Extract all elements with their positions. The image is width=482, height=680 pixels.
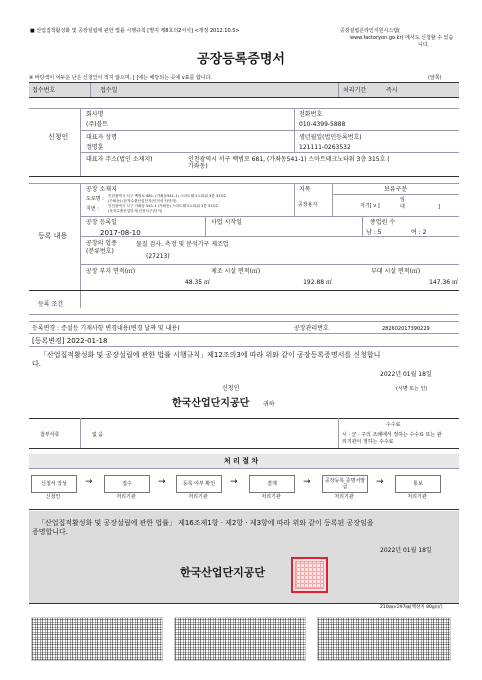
female-employees: 여 : 2 xyxy=(411,229,427,236)
address-value-2: 가좌동) xyxy=(188,163,208,170)
road-address-label: 도로명 : xyxy=(86,196,104,202)
official-seal-stamp xyxy=(291,557,328,593)
employees-label: 종업원 수 xyxy=(370,219,396,226)
processing-period-value: 즉시 xyxy=(386,87,398,94)
request-statement-1: 「산업집적활성화 및 공장설립에 관한 법률 시행규칙」제12조의3에 따라 위와 같이 공장등록증명서를 신청합니 xyxy=(40,351,381,359)
facility-area-label: 제조 시설 면적(㎡) xyxy=(211,268,261,275)
security-barcode-1 xyxy=(31,617,163,661)
addressee-suffix: 귀하 xyxy=(263,401,275,408)
phone-label: 전화번호 xyxy=(299,111,323,118)
business-start-label: 사업 시작일 xyxy=(211,219,242,226)
request-statement-2: 다. xyxy=(32,360,41,368)
conditions-label: 등록 조건 xyxy=(38,301,64,308)
certification-statement-2: 증명합니다. xyxy=(32,528,69,536)
lot-address-value-2: (문자수출산업단지(인천서구)단지) xyxy=(108,209,163,213)
change-label: 등록변경 : 증설등 기재사항 변경내용(변경 날짜 및 내용) xyxy=(32,325,180,332)
lot-address-value-1: 인천광역시 서구 가좌동 541-1 (가좌동) 스마트테크노타워 3층 315호 xyxy=(108,204,219,208)
procedure-arrow-icon: → xyxy=(85,477,93,487)
fee-label: 수수료 xyxy=(386,422,401,428)
request-date: 2022년 01월 18일 xyxy=(380,371,432,378)
auxiliary-area-label: 부대 시설 면적(㎡) xyxy=(371,268,421,275)
land-category-label: 지목 xyxy=(299,186,311,193)
procedure-step-role: 처리기관 xyxy=(116,494,136,500)
applicant-section-label: 신청인 xyxy=(48,133,69,141)
procedure-arrow-icon: → xyxy=(230,477,238,487)
document-title: 공장등록증명서 xyxy=(197,52,285,67)
ownership-lease-option-3: ] xyxy=(438,204,440,210)
signature-label: (서명 또는 인) xyxy=(396,386,428,392)
paper-size-note: 210㎜×297㎜[백상지 80g/㎡] xyxy=(380,605,443,610)
land-category-value: 공장용지 xyxy=(298,202,318,208)
site-area-value: 48.35 ㎡ xyxy=(184,279,210,286)
factory-location-label: 공장 소재지 xyxy=(86,186,117,193)
management-number-value: 282602017390229 xyxy=(382,326,430,332)
certification-statement-1: 「산업집적활성화 및 공장설립에 관한 법률」 제16조제1항 · 제2항 · 제3항에 따라 위와 같이 등록된 공장임을 xyxy=(38,519,374,527)
issuer-name: 한국산업단지공단 xyxy=(180,566,266,579)
procedure-title: 처 리 절 차 xyxy=(223,457,259,465)
procedure-arrow-icon: → xyxy=(158,477,166,487)
receipt-date-label: 접수일 xyxy=(100,87,118,94)
phone-value: 010-4399-5888 xyxy=(299,121,346,128)
instruction-note: ※ 바탕색이 어두운 난은 신청인이 적지 않으며, [ ]에는 해당되는 곳에 v표를 합니다. xyxy=(29,75,213,81)
page-mark: (앞쪽) xyxy=(428,75,442,81)
registration-date-label: 공장 등록일 xyxy=(86,219,117,226)
security-barcode-2 xyxy=(174,617,306,661)
procedure-step-role: 처리기관 xyxy=(334,494,354,500)
road-address-value-1: 인천광역시 서구 백범로 681, (가좌동541-1) 스마트테크노타워 3층 315호 xyxy=(108,194,227,198)
applicant-label: 신청인 xyxy=(222,385,240,392)
lot-address-label: 지번 : xyxy=(86,206,99,212)
procedure-step-role: 처리기관 xyxy=(407,494,427,500)
procedure-step-box: 등록 여부 확인 xyxy=(176,475,222,493)
procedure-step-box: 신청서 작성 xyxy=(31,475,77,493)
change-value: [등록변경] 2022-01-18 xyxy=(32,337,108,345)
fee-description-2: 리기관이 정하는 수수료 xyxy=(342,439,394,445)
management-number-label: 공장관리번호 xyxy=(294,325,329,332)
web-note-1: 공장설립온라인지원시스템( xyxy=(340,28,400,34)
law-reference: ■ 산업집적활성화 및 공장설립에 관한 법률 시행규칙 [별지 제8호의2서식] <개정 2012.10.5> xyxy=(30,28,240,34)
birth-value: 121111-0263532 xyxy=(299,144,351,151)
company-value: (주)블트 xyxy=(86,121,109,128)
industry-code-label: (분류번호) xyxy=(86,248,114,255)
web-note-2: www.factoryon.go.kr) 에서도 신청할 수 있습 xyxy=(350,35,454,41)
attachments-label: 첨부서류 xyxy=(40,432,60,438)
procedure-step-box: 통보 xyxy=(395,475,441,493)
security-barcode-3 xyxy=(317,617,451,661)
procedure-step-role: 처리기관 xyxy=(261,494,281,500)
procedure-step-role: 신청인 xyxy=(45,494,61,500)
procedure-arrow-icon: → xyxy=(303,477,311,487)
auxiliary-area-value: 147.36 ㎡ xyxy=(429,279,458,286)
ownership-lease-option-1: 임 xyxy=(400,197,405,203)
representative-label: 대표자 성명 xyxy=(86,134,117,141)
ownership-own-option: 자기[ v ] xyxy=(360,203,380,209)
procedure-arrow-icon: → xyxy=(376,477,384,487)
representative-value: 정명훈 xyxy=(86,144,104,151)
registration-section-label: 등록 내용 xyxy=(38,232,68,240)
male-employees: 남 : 5 xyxy=(366,229,382,236)
ownership-lease-option-2: 대 xyxy=(400,204,405,210)
procedure-step-box: 결재 xyxy=(249,475,295,493)
company-label: 회사명 xyxy=(86,111,104,118)
site-area-label: 공장 부지 면적(㎡) xyxy=(86,268,136,275)
road-address-value-2: (가좌동) (문자수출산업단지(인천서구)단지) xyxy=(108,199,177,203)
processing-period-label: 처리기간 xyxy=(343,87,367,94)
web-note-3: 니다. xyxy=(418,42,430,48)
addressee: 한국산업단지공단 xyxy=(172,398,250,409)
fee-description-1: 시 · 군 · 구의 조례에서 정하는 수수료 또는 관 xyxy=(342,432,442,438)
attachments-value: 없 음 xyxy=(92,432,104,438)
industry-value: 물질 검사, 측정 및 분석기구 제조업 xyxy=(136,241,229,248)
industry-code-value: (27213) xyxy=(146,253,170,260)
industry-label: 공장의 업종 xyxy=(86,240,117,247)
birth-label: 생년월일(법인등록번호) xyxy=(299,134,362,141)
address-value: 인천광역시 서구 백범로 681, (가좌동541-1) 스마트테크노타워 3층 315호 ( xyxy=(188,156,390,163)
facility-area-value: 192.88 ㎡ xyxy=(303,279,332,286)
certification-date: 2022년 01월 18일 xyxy=(380,547,432,554)
ownership-label: 보유구분 xyxy=(384,186,408,193)
procedure-step-role: 처리기관 xyxy=(188,494,208,500)
procedure-step-box: 공장등록 증명서발급 xyxy=(322,475,368,493)
address-label: 대표자 주소(법인 소재지) xyxy=(86,156,153,163)
registration-date-value: 2017-08-10 xyxy=(100,229,141,237)
receipt-number-label: 접수번호 xyxy=(32,87,56,94)
procedure-step-box: 접수 xyxy=(104,475,150,493)
